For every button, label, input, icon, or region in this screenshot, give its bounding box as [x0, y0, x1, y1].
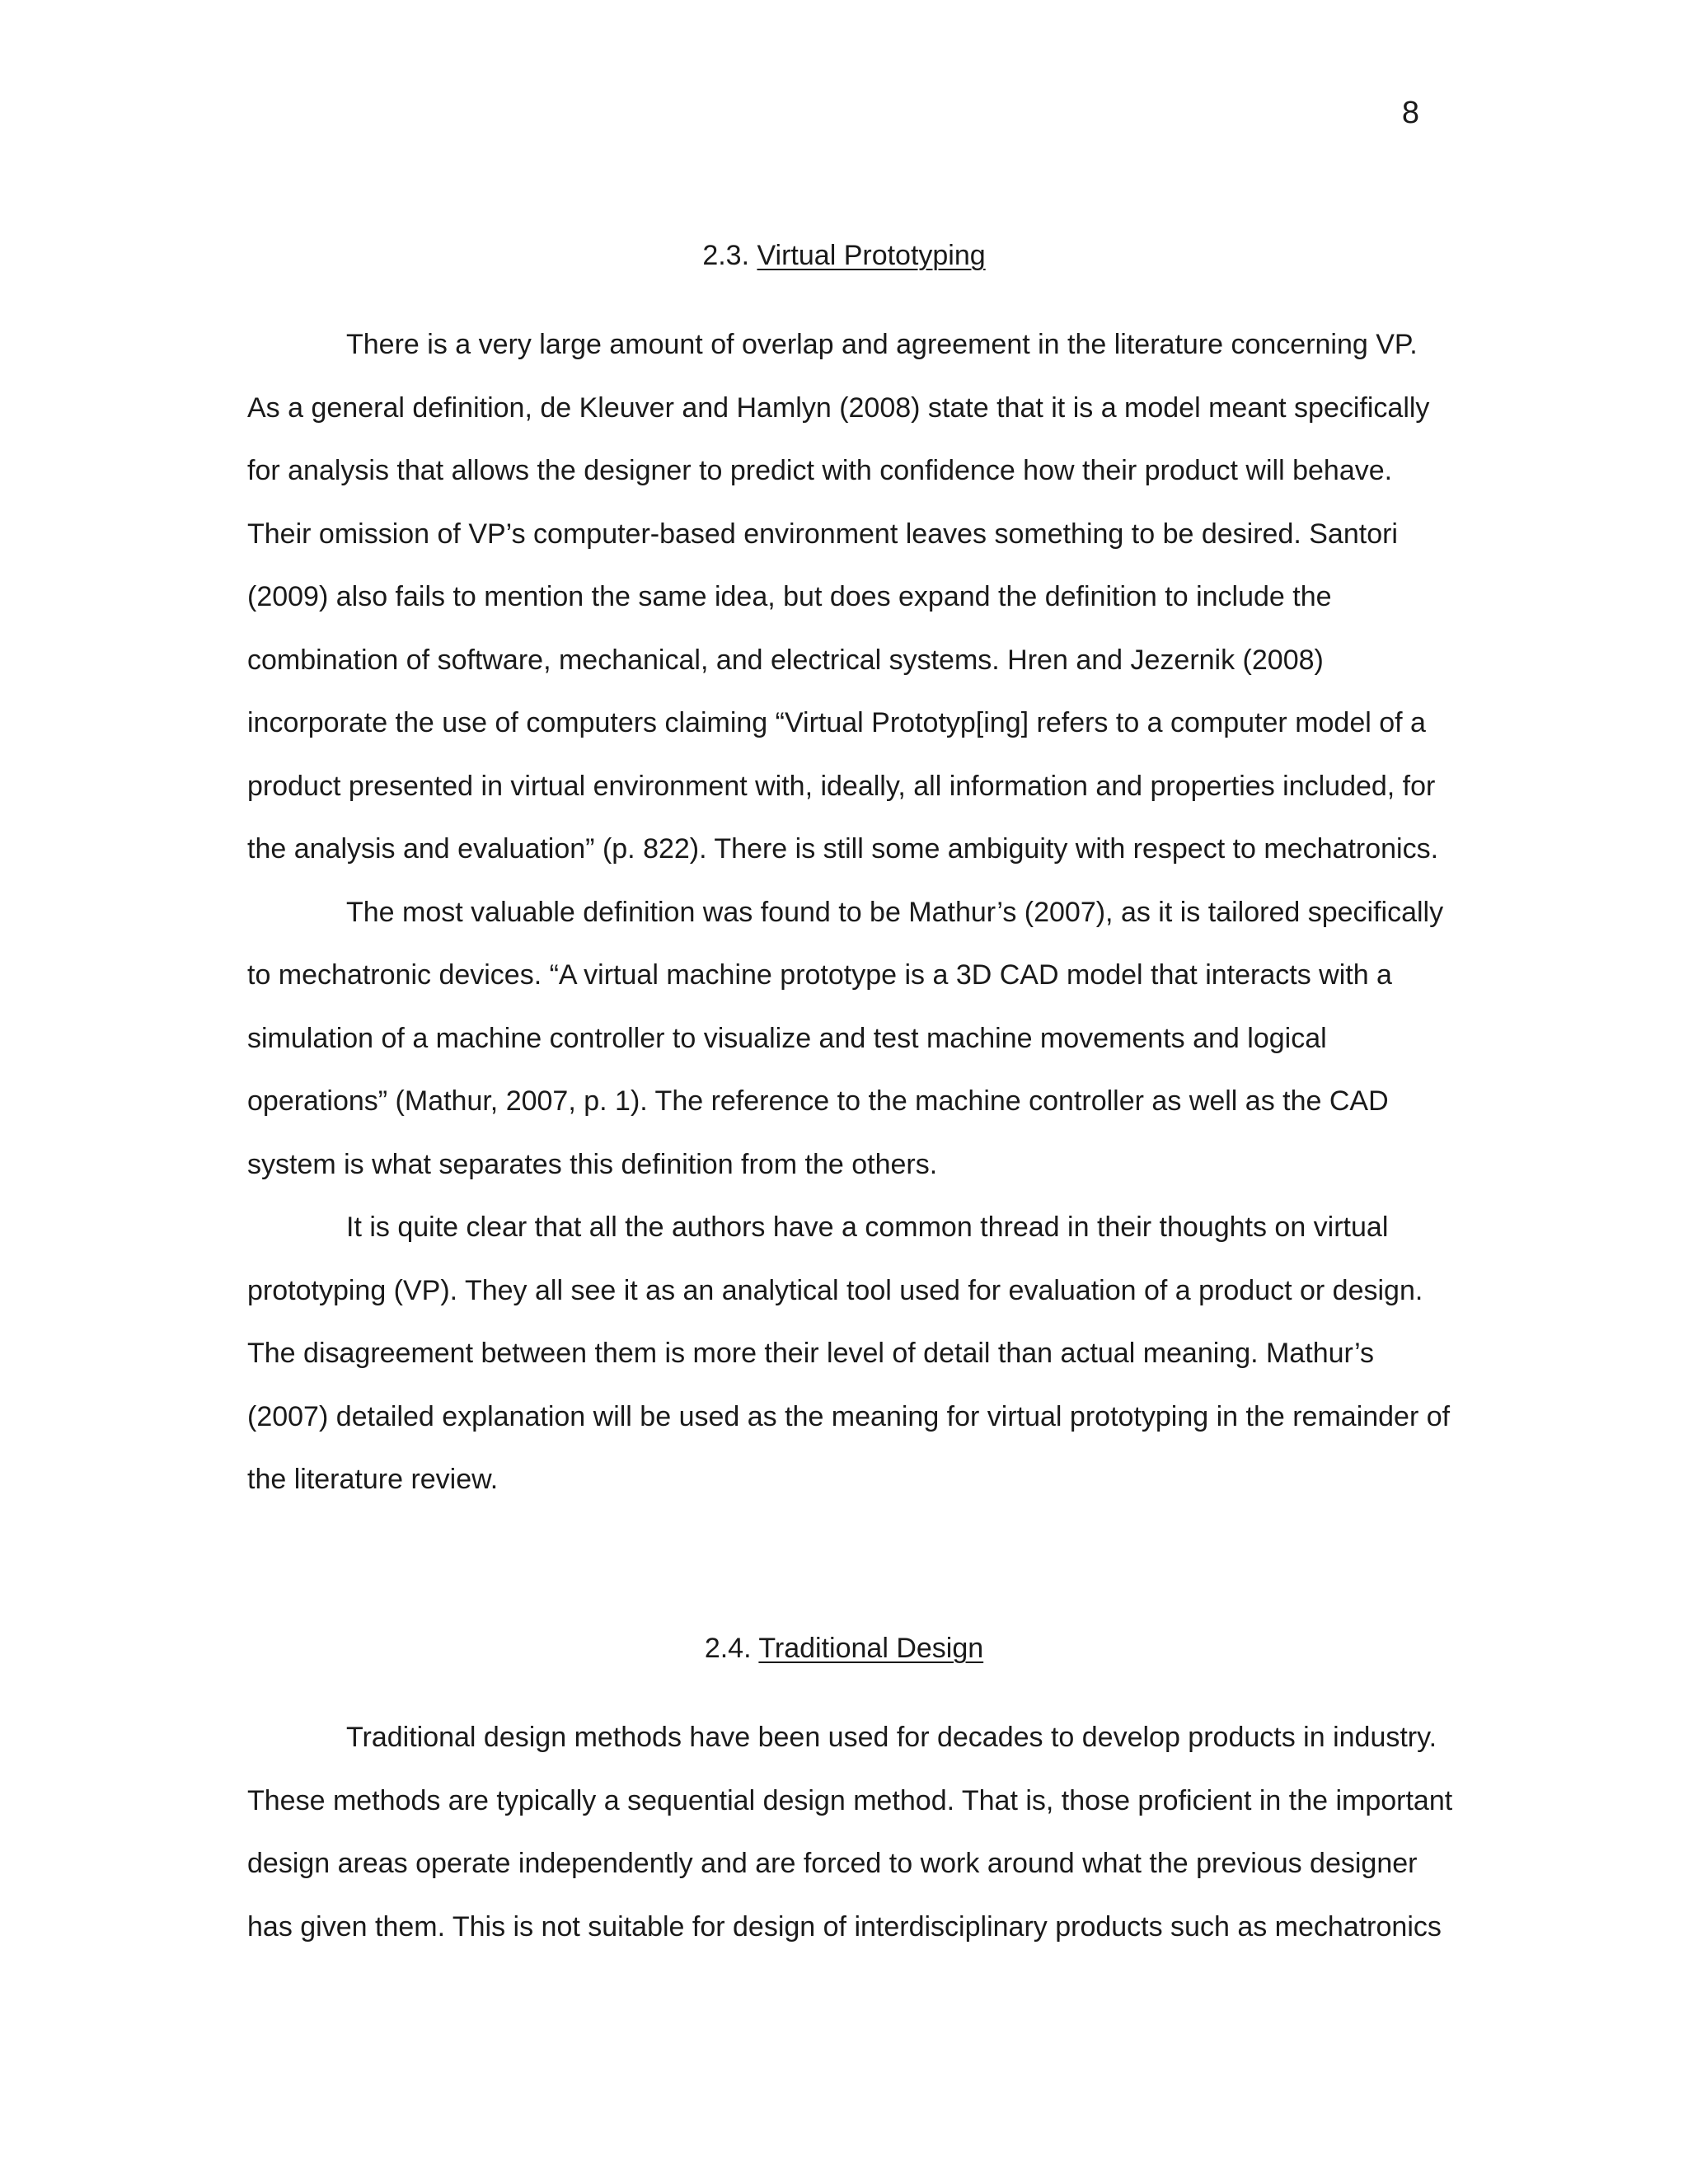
paragraph-line: These methods are typically a sequential design method. That is, those proficient in the important — [247, 1784, 1453, 1816]
section-number: 2.4. — [704, 1633, 752, 1664]
paragraph-line: product presented in virtual environment with, ideally, all information and properties included, for — [247, 770, 1436, 802]
paragraph-line: The disagreement between them is more their level of detail than actual meaning. Mathur’s — [247, 1338, 1375, 1369]
paragraph-line: incorporate the use of computers claiming “Virtual Prototyp[ing] refers to a computer model of a — [247, 707, 1426, 738]
section-number: 2.3. — [702, 240, 750, 271]
page-number: 8 — [1401, 96, 1419, 130]
section-title: Virtual Prototyping — [757, 240, 986, 271]
paragraph-line: for analysis that allows the designer to predict with confidence how their product will behave. — [247, 455, 1393, 486]
paragraph-line: It is quite clear that all the authors have a common thread in their thoughts on virtual — [346, 1212, 1389, 1243]
paragraph-line: combination of software, mechanical, and electrical systems. Hren and Jezernik (2008) — [247, 644, 1324, 676]
paragraph-line: prototyping (VP). They all see it as an analytical tool used for evaluation of a product or design. — [247, 1274, 1423, 1306]
section-title: Traditional Design — [758, 1633, 984, 1664]
paragraph-line: There is a very large amount of overlap and agreement in the literature concerning VP. — [346, 329, 1418, 360]
paragraph-line: Traditional design methods have been used for decades to develop products in industry. — [346, 1722, 1437, 1753]
paragraph-line: operations” (Mathur, 2007, p. 1). The reference to the machine controller as well as the CAD — [247, 1085, 1389, 1117]
paragraph-line: simulation of a machine controller to visualize and test machine movements and logical — [247, 1022, 1327, 1054]
paragraph-line: (2007) detailed explanation will be used as the meaning for virtual prototyping in the remainder of — [247, 1400, 1451, 1432]
paragraph-line: has given them. This is not suitable for design of interdisciplinary products such as mechatronics — [247, 1910, 1442, 1943]
paragraph-line: design areas operate independently and are forced to work around what the previous designer — [247, 1848, 1418, 1879]
paragraph-line: Their omission of VP’s computer-based environment leaves something to be desired. Santori — [247, 518, 1398, 550]
section-body-virtual-prototyping — [247, 313, 1451, 1511]
paragraph-line: (2009) also fails to mention the same idea, but does expand the definition to include the — [247, 581, 1332, 612]
paragraph-line: the analysis and evaluation” (p. 822). There is still some ambiguity with respect to mechatronics. — [247, 833, 1439, 865]
paragraph-line: system is what separates this definition from the others. — [247, 1148, 938, 1180]
paragraph-line: The most valuable definition was found to be Mathur’s (2007), as it is tailored specifically — [346, 896, 1444, 928]
section-heading-virtual-prototyping — [0, 241, 1688, 269]
paragraph-line: the literature review. — [247, 1464, 499, 1495]
section-body-traditional-design — [247, 1706, 1453, 1958]
paragraph-line: As a general definition, de Kleuver and Hamlyn (2008) state that it is a model meant specifically — [247, 391, 1430, 424]
section-heading-traditional-design — [0, 1634, 1688, 1662]
paragraph-line: to mechatronic devices. “A virtual machine prototype is a 3D CAD model that interacts with a — [247, 959, 1392, 991]
